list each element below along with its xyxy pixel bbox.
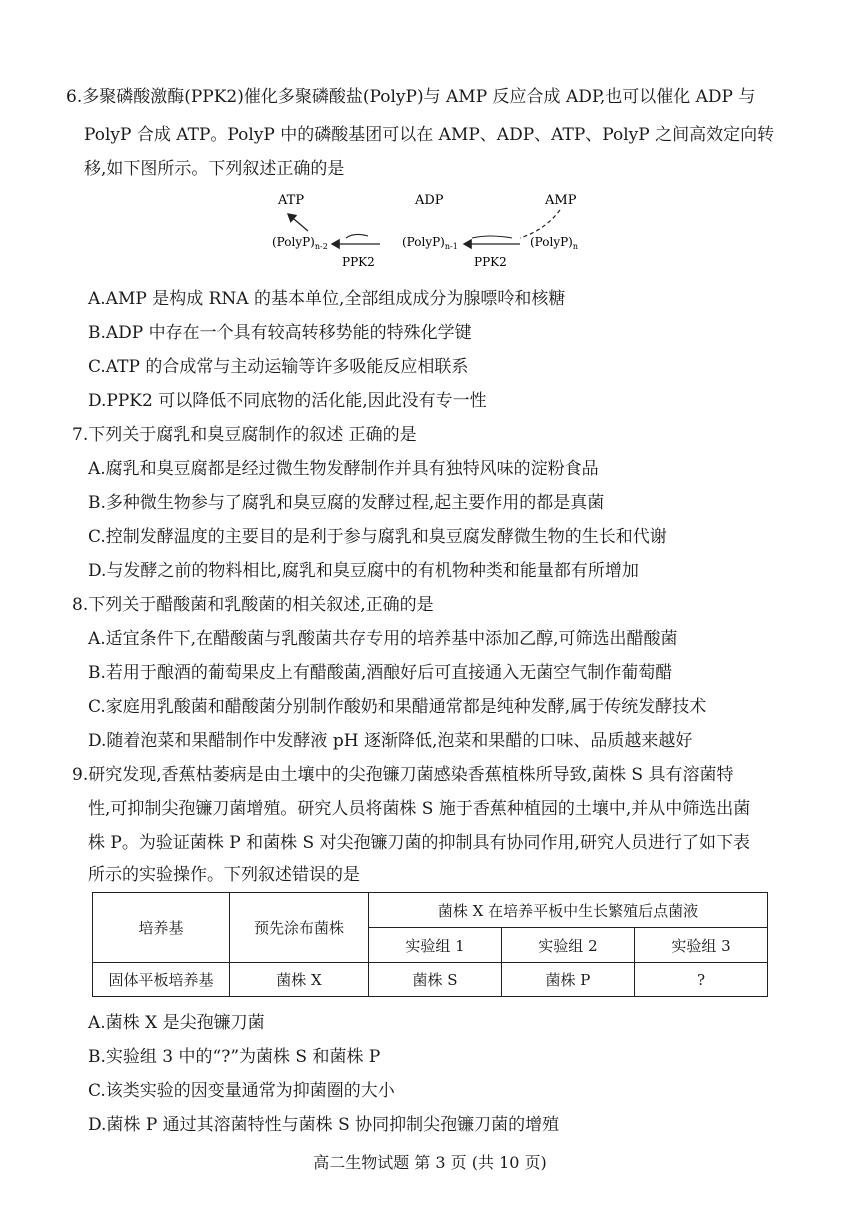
adp-curve-right xyxy=(472,236,512,238)
q8-option-c: C.家庭用乳酸菌和醋酸菌分别制作酸奶和果醋通常都是纯种发酵,属于传统发酵技术 xyxy=(88,697,707,717)
adp-label: ADP xyxy=(415,193,444,208)
header-medium: 培养基 xyxy=(93,893,230,963)
q8-option-d: D.随着泡菜和果醋制作中发酵液 pH 逐渐降低,泡菜和果醋的口味、品质越来越好 xyxy=(88,731,693,751)
q9-option-a: A.菌株 X 是尖孢镰刀菌 xyxy=(88,1013,265,1033)
adp-curve-left xyxy=(346,234,368,238)
q9-option-d: D.菌株 P 通过其溶菌特性与菌株 S 协同抑制尖孢镰刀菌的增殖 xyxy=(88,1115,560,1135)
polyp-n-label: $(PolyP)_n$ xyxy=(530,235,579,251)
q6-option-d: D.PPK2 可以降低不同底物的活化能,因此没有专一性 xyxy=(88,391,487,411)
cell-group-2: 菌株 P xyxy=(501,963,634,997)
diagram-svg xyxy=(250,186,610,276)
cell-group-1: 菌株 S xyxy=(369,963,502,997)
ppk2-left-label: PPK2 xyxy=(342,255,375,269)
q9-stem-line-4: 所示的实验操作。下列叙述错误的是 xyxy=(88,865,360,885)
header-spot-strain-group: 菌株 X 在培养平板中生长繁殖后点菌液 xyxy=(369,893,768,928)
q6-option-c: C.ATP 的合成常与主动运输等许多吸能反应相联系 xyxy=(88,357,469,377)
q9-stem-line-1: 9.研究发现,香蕉枯萎病是由土壤中的尖孢镰刀菌感染香蕉植株所导致,菌株 S 具有溶菌特 xyxy=(72,765,734,785)
arrow-to-atp xyxy=(288,214,308,231)
header-group-2: 实验组 2 xyxy=(501,928,634,963)
q8-option-b: B.若用于酿酒的葡萄果皮上有醋酸菌,酒酿好后可直接通入无菌空气制作葡萄醋 xyxy=(88,663,673,683)
ppk2-right-label: PPK2 xyxy=(474,255,507,269)
q9-option-c: C.该类实验的因变量通常为抑菌圈的大小 xyxy=(88,1081,395,1101)
q6-stem-line-3: 移,如下图所示。下列叙述正确的是 xyxy=(84,159,345,179)
q7-option-c: C.控制发酵温度的主要目的是利于参与腐乳和臭豆腐发酵微生物的生长和代谢 xyxy=(88,527,667,547)
q6-option-b: B.ADP 中存在一个具有较高转移势能的特殊化学键 xyxy=(88,323,472,343)
q7-stem: 7.下列关于腐乳和臭豆腐制作的叙述 正确的是 xyxy=(72,425,417,445)
amp-dashed-curve xyxy=(520,210,560,238)
phosphate-transfer-diagram xyxy=(250,186,610,276)
q8-stem: 8.下列关于醋酸菌和乳酸菌的相关叙述,正确的是 xyxy=(72,595,434,615)
cell-medium: 固体平板培养基 xyxy=(93,963,230,997)
cell-precoat: 菌株 X xyxy=(230,963,369,997)
q6-stem-line-1: 6.多聚磷酸激酶(PPK2)催化多聚磷酸盐(PolyP)与 AMP 反应合成 ADP,也可以催化 ADP 与 xyxy=(66,87,756,107)
q7-option-a: A.腐乳和臭豆腐都是经过微生物发酵制作并具有独特风味的淀粉食品 xyxy=(88,459,599,479)
atp-label: ATP xyxy=(278,193,305,208)
cell-group-3: ? xyxy=(634,963,767,997)
experiment-table xyxy=(92,892,768,996)
q7-option-b: B.多种微生物参与了腐乳和臭豆腐的发酵过程,起主要作用的都是真菌 xyxy=(88,493,605,513)
q7-option-d: D.与发酵之前的物料相比,腐乳和臭豆腐中的有机物种类和能量都有所增加 xyxy=(88,561,639,581)
q9-option-b: B.实验组 3 中的“?”为菌株 S 和菌株 P xyxy=(88,1047,381,1067)
header-group-1: 实验组 1 xyxy=(369,928,502,963)
polyp-n2-label: $(PolyP)_{n-2}$ xyxy=(272,235,328,251)
header-precoat-strain: 预先涂布菌株 xyxy=(230,893,369,963)
q6-option-a: A.AMP 是构成 RNA 的基本单位,全部组成成分为腺嘌呤和核糖 xyxy=(88,289,566,309)
polyp-n1-label: $(PolyP)_{n-1}$ xyxy=(402,235,458,251)
page-footer: 高二生物试题 第 3 页 (共 10 页) xyxy=(313,1153,547,1172)
q6-stem-line-2: PolyP 合成 ATP。PolyP 中的磷酸基团可以在 AMP、ADP、ATP、PolyP 之间高效定向转 xyxy=(84,125,775,145)
header-group-3: 实验组 3 xyxy=(634,928,767,963)
q9-stem-line-2: 性,可抑制尖孢镰刀菌增殖。研究人员将菌株 S 施于香蕉种植园的土壤中,并从中筛选出菌 xyxy=(88,799,751,819)
q8-option-a: A.适宜条件下,在醋酸菌与乳酸菌共存专用的培养基中添加乙醇,可筛选出醋酸菌 xyxy=(88,629,678,649)
amp-label: AMP xyxy=(545,193,577,208)
q9-stem-line-3: 株 P。为验证菌株 P 和菌株 S 对尖孢镰刀菌的抑制具有协同作用,研究人员进行了如下表 xyxy=(88,833,750,853)
